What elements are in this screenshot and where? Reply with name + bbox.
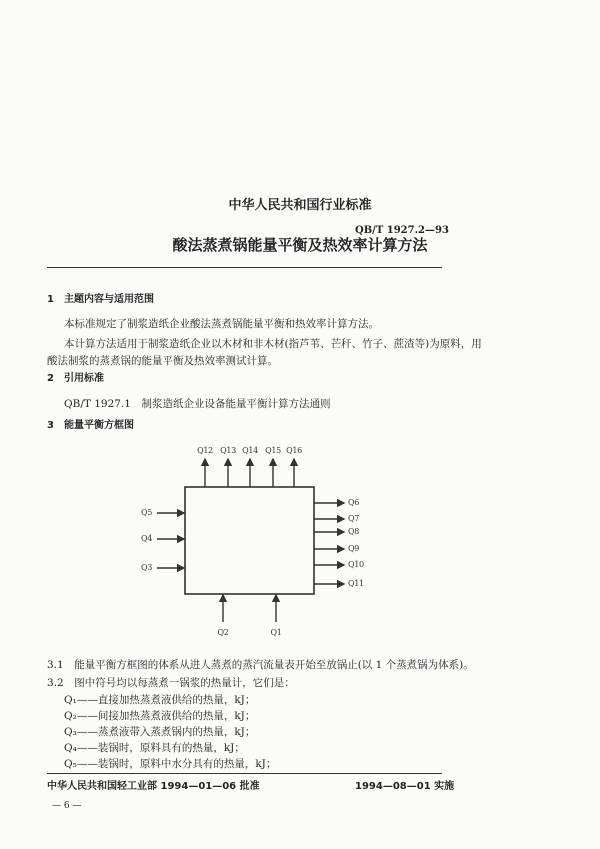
page-number: — 6 —: [52, 801, 82, 811]
definition-item: Q₁——直接加热蒸煮液供给的热量，kJ；: [64, 694, 256, 706]
flow-label-top: Q15: [265, 446, 281, 455]
section-2-heading: 2 引用标准: [47, 373, 104, 384]
flow-label-right: Q6: [348, 498, 360, 507]
standard-code: QB/T 1927.2—93: [355, 225, 449, 236]
clause-3-1: 3.1 能量平衡方框图的体系从进人蒸煮的蒸汽流量表开始至放锅止(以 1 个蒸煮锅为体系)。: [47, 659, 474, 671]
flow-label-left: Q5: [140, 508, 152, 517]
paragraph: 本计算方法适用于制浆造纸企业以木材和非木材(指芦苇、芒秆、竹子、蔗渣等)为原料，用: [64, 338, 482, 350]
reference: QB/T 1927.1 制浆造纸企业设备能量平衡计算方法通则: [64, 398, 331, 410]
clause-3-2: 3.2 图中符号均以每蒸煮一锅浆的热量计，它们是：: [47, 677, 295, 689]
footer-rule: [47, 773, 442, 774]
flow-label-top: Q14: [242, 446, 258, 455]
paragraph: 本标准规定了制浆造纸企业酸法蒸煮锅能量平衡和热效率计算方法。: [64, 318, 379, 330]
definition-item: Q₅——装锅时，原料中水分具有的热量，kJ；: [64, 758, 277, 770]
issuing-org: 中华人民共和国行业标准: [228, 198, 372, 213]
section-1-heading: 1 主题内容与适用范围: [47, 294, 154, 305]
flow-label-bottom: Q1: [270, 628, 282, 637]
flow-label-right: Q8: [348, 527, 360, 536]
flow-label-right: Q11: [348, 579, 364, 588]
section-3-heading: 3 能量平衡方框图: [47, 420, 134, 431]
system-box: [185, 487, 314, 594]
flow-label-right: Q10: [348, 560, 364, 569]
flow-label-right: Q9: [348, 544, 360, 553]
flow-label-right: Q7: [348, 514, 360, 523]
flow-label-top: Q13: [220, 446, 236, 455]
paragraph: 酸法制浆的蒸煮锅的能量平衡及热效率测试计算。: [47, 355, 278, 367]
flow-label-bottom: Q2: [217, 628, 229, 637]
flow-label-top: Q16: [286, 446, 302, 455]
definition-item: Q₃——蒸煮液带入蒸煮锅内的热量，kJ；: [64, 726, 256, 738]
definition-item: Q₄——装锅时，原料具有的热量，kJ；: [64, 742, 245, 754]
flow-label-left: Q4: [140, 534, 152, 543]
flow-label-left: Q3: [140, 563, 152, 572]
effective-date: 1994—08—01 实施: [355, 781, 455, 792]
page-title: 酸法蒸煮锅能量平衡及热效率计算方法: [172, 236, 428, 254]
approval-line: 中华人民共和国轻工业部 1994—01—06 批准: [47, 781, 260, 792]
flow-label-top: Q12: [197, 446, 213, 455]
definition-item: Q₂——间接加热蒸煮液供给的热量，kJ；: [64, 710, 256, 722]
